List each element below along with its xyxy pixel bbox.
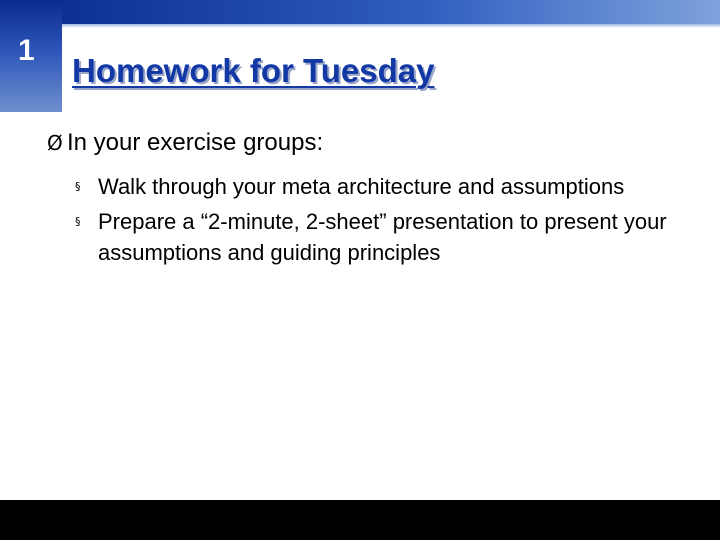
sub-bullet-list [73, 171, 703, 272]
sub-bullet-text: Prepare a “2-minute, 2-sheet” presentation to present your assumptions and guiding principles [98, 209, 667, 265]
slide-number: 1 [18, 34, 35, 67]
main-bullet-text: In your exercise groups: [67, 129, 324, 156]
section-bullet-icon: § [75, 215, 81, 228]
footer-bar [0, 500, 720, 540]
sub-bullet-item [73, 171, 703, 202]
sub-bullet-text: Walk through your meta architecture and assumptions [98, 174, 625, 199]
arrow-bullet-icon: Ø [47, 131, 63, 155]
main-bullet [47, 129, 707, 158]
slide-title: Homework for Tuesday [72, 52, 435, 89]
header-band-fade [62, 24, 720, 28]
sub-bullet-item [73, 206, 703, 268]
header-band [62, 0, 720, 24]
section-bullet-icon: § [75, 180, 81, 193]
